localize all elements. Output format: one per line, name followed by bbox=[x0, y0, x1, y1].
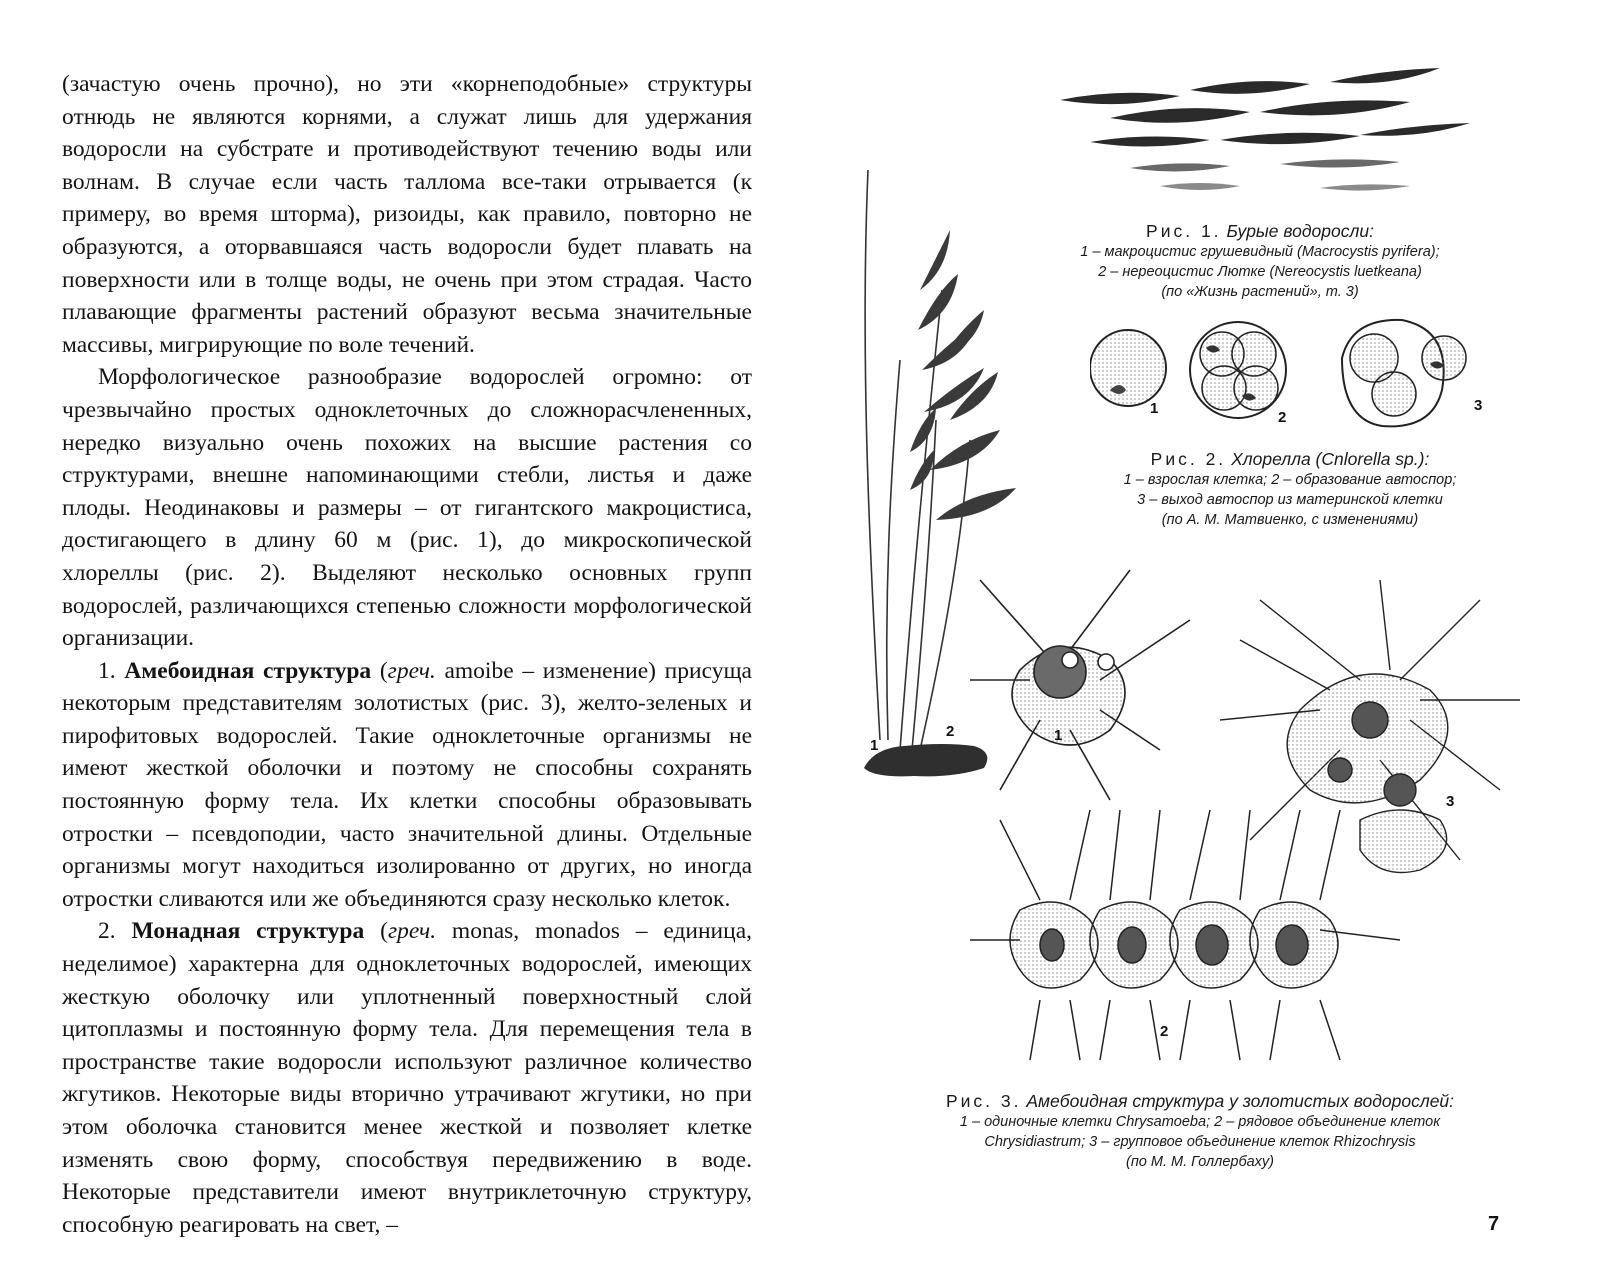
fig1-label-1: 1 bbox=[870, 737, 879, 754]
figure-2-line-3: (по А. М. Матвиенко, с изменениями) bbox=[1161, 512, 1419, 528]
fig3-label-3: 3 bbox=[1446, 793, 1455, 810]
chrysidiastrum-chain bbox=[970, 810, 1400, 1060]
chlorella-autospore-release bbox=[1342, 320, 1466, 426]
paren-open: ( bbox=[364, 918, 388, 945]
figure-2-line-1: 1 – взрослая клетка; 2 – образование автоспор; bbox=[1123, 472, 1457, 488]
figure-2-caption bbox=[1060, 448, 1520, 530]
figure-3-title bbox=[880, 1090, 1520, 1112]
chlorella-adult-cell bbox=[1090, 330, 1166, 406]
lang-abbr: греч. bbox=[387, 918, 437, 945]
etymology: amoibe – изменение) bbox=[435, 657, 656, 684]
fig2-label-1: 1 bbox=[1150, 400, 1159, 417]
fig2-label-2: 2 bbox=[1278, 409, 1287, 426]
figure-3-title-text: Амебоидная структура у золотистых водорослей: bbox=[1026, 1091, 1455, 1111]
figure-3-line-3: (по М. М. Голлербаху) bbox=[1125, 1154, 1275, 1170]
fig1-label-2: 2 bbox=[946, 723, 955, 740]
fig3-label-2: 2 bbox=[1160, 1023, 1169, 1040]
left-page-text bbox=[62, 68, 752, 1241]
fig3-label-1: 1 bbox=[1054, 727, 1063, 744]
term-amoeboid: Амебоидная структура bbox=[124, 657, 372, 684]
figure-2-ris: Рис. 2. bbox=[1150, 449, 1227, 469]
figure-3-line-1: 1 – одиночные клетки Chrysamoeba; 2 – рядовое объединение клеток bbox=[959, 1114, 1441, 1130]
paragraph-morphology: Морфологическое разнообразие водорослей огромно: от чрезвычайно простых одноклеточных до сложнорасчлененных, нередко визуально очень похожих на высшие растения со структурами, внешне напоминающими стебли, листья и даже плоды. Неодинаковы и размеры – от гигантского макроцистиса, достигающего в длину 60 м (рис. 1), до микроскопической хлореллы (рис. 2). Выделяют несколько основных групп водорослей, различающихся степенью сложности морфологической организации. bbox=[62, 364, 752, 652]
chlorella-autospore-formation bbox=[1190, 322, 1286, 418]
fig2-label-3: 3 bbox=[1474, 397, 1483, 414]
figure-1-title bbox=[1000, 220, 1520, 242]
figure-2-title-text: Хлорелла (Cnlorella sp.): bbox=[1231, 449, 1430, 469]
figure-3-ris: Рис. 3. bbox=[945, 1091, 1022, 1111]
figure-1-ris: Рис. 1. bbox=[1146, 221, 1222, 241]
etymology: monas, monados – единица, неделимое) bbox=[62, 918, 753, 978]
figure-1-line-2: 2 – нереоцистис Лютке (Nereocystis luetkeana) bbox=[1098, 264, 1422, 280]
paragraph-continuation: (зачастую очень прочно), но эти «корнеподобные» структуры отнюдь не являются корнями, а служат лишь для удержания водоросли на субстрате и противодействуют течению воды или волнам. В случае если часть таллома все-таки отрывается (к примеру, во время шторма), ризоиды, как правило, повторно не образуются, а оторвавшаяся часть водоросли будет плавать на поверхности или в толще воды, не очень при этом страдая. Часто плавающие фрагменты растений образуют весьма значительные массивы, мигрирующие по воле течений. bbox=[62, 71, 752, 358]
figure-1-line-1: 1 – макроцистис грушевидный (Macrocystis pyrifera); bbox=[1080, 244, 1440, 260]
figure-2-title bbox=[1060, 448, 1520, 470]
figure-1-line-3: (по «Жизнь растений», т. 3) bbox=[1161, 284, 1359, 300]
figure-2-chlorella-illustration bbox=[1090, 318, 1510, 438]
figure-1-title-text: Бурые водоросли: bbox=[1226, 221, 1374, 241]
rhizochrysis-group bbox=[1220, 580, 1520, 873]
term-number: 1. bbox=[98, 657, 116, 684]
paragraph-monad bbox=[62, 915, 752, 1241]
paragraph-amoeboid bbox=[62, 655, 752, 916]
term-body: присуща некоторым представителям золотистых (рис. 3), желто-зеленых и пирофитовых водорослей. Такие одноклеточные организмы не имеют жесткой оболочки и поэтому не способны сохранять постоянную форму тела. Их клетки способны образовывать отростки – псевдоподии, часто значительной длины. Отдельные организмы могут находиться изолированно от других, но иногда отростки сливаются или же объединяются сразу несколько клеток. bbox=[62, 657, 752, 912]
figure-3-line-2: Chrysidiastrum; 3 – групповое объединение клеток Rhizochrysis bbox=[984, 1134, 1416, 1150]
figure-3-amoeboid-illustration bbox=[960, 560, 1520, 1080]
page-number: 7 bbox=[1488, 1213, 1500, 1235]
lang-abbr: греч. bbox=[387, 657, 436, 684]
figure-2-line-2: 3 – выход автоспор из материнской клетки bbox=[1137, 492, 1443, 508]
paren-open: ( bbox=[371, 657, 388, 684]
term-monad: Монадная структура bbox=[131, 918, 365, 945]
figure-1-caption bbox=[1000, 220, 1520, 302]
term-body: характерна для одноклеточных водорослей, имеющих жесткую оболочку или уплотненный поверхностный слой цитоплазмы и постоянную форму тела. Для перемещения тела в пространстве такие водоросли используют различное количество жгутиков. Некоторые виды вторично утрачивают жгутики, но при этом оболочка становится менее жесткой и позволяет клетке изменять свою форму, способствуя передвижению в воде. Некоторые представители имеют внутриклеточную структуру, способную реагировать на свет, – bbox=[62, 951, 752, 1238]
figure-3-caption bbox=[880, 1090, 1520, 1172]
term-number: 2. bbox=[98, 918, 116, 945]
floating-fronds bbox=[1060, 68, 1470, 191]
chrysamoeba-single-cell bbox=[970, 570, 1190, 800]
